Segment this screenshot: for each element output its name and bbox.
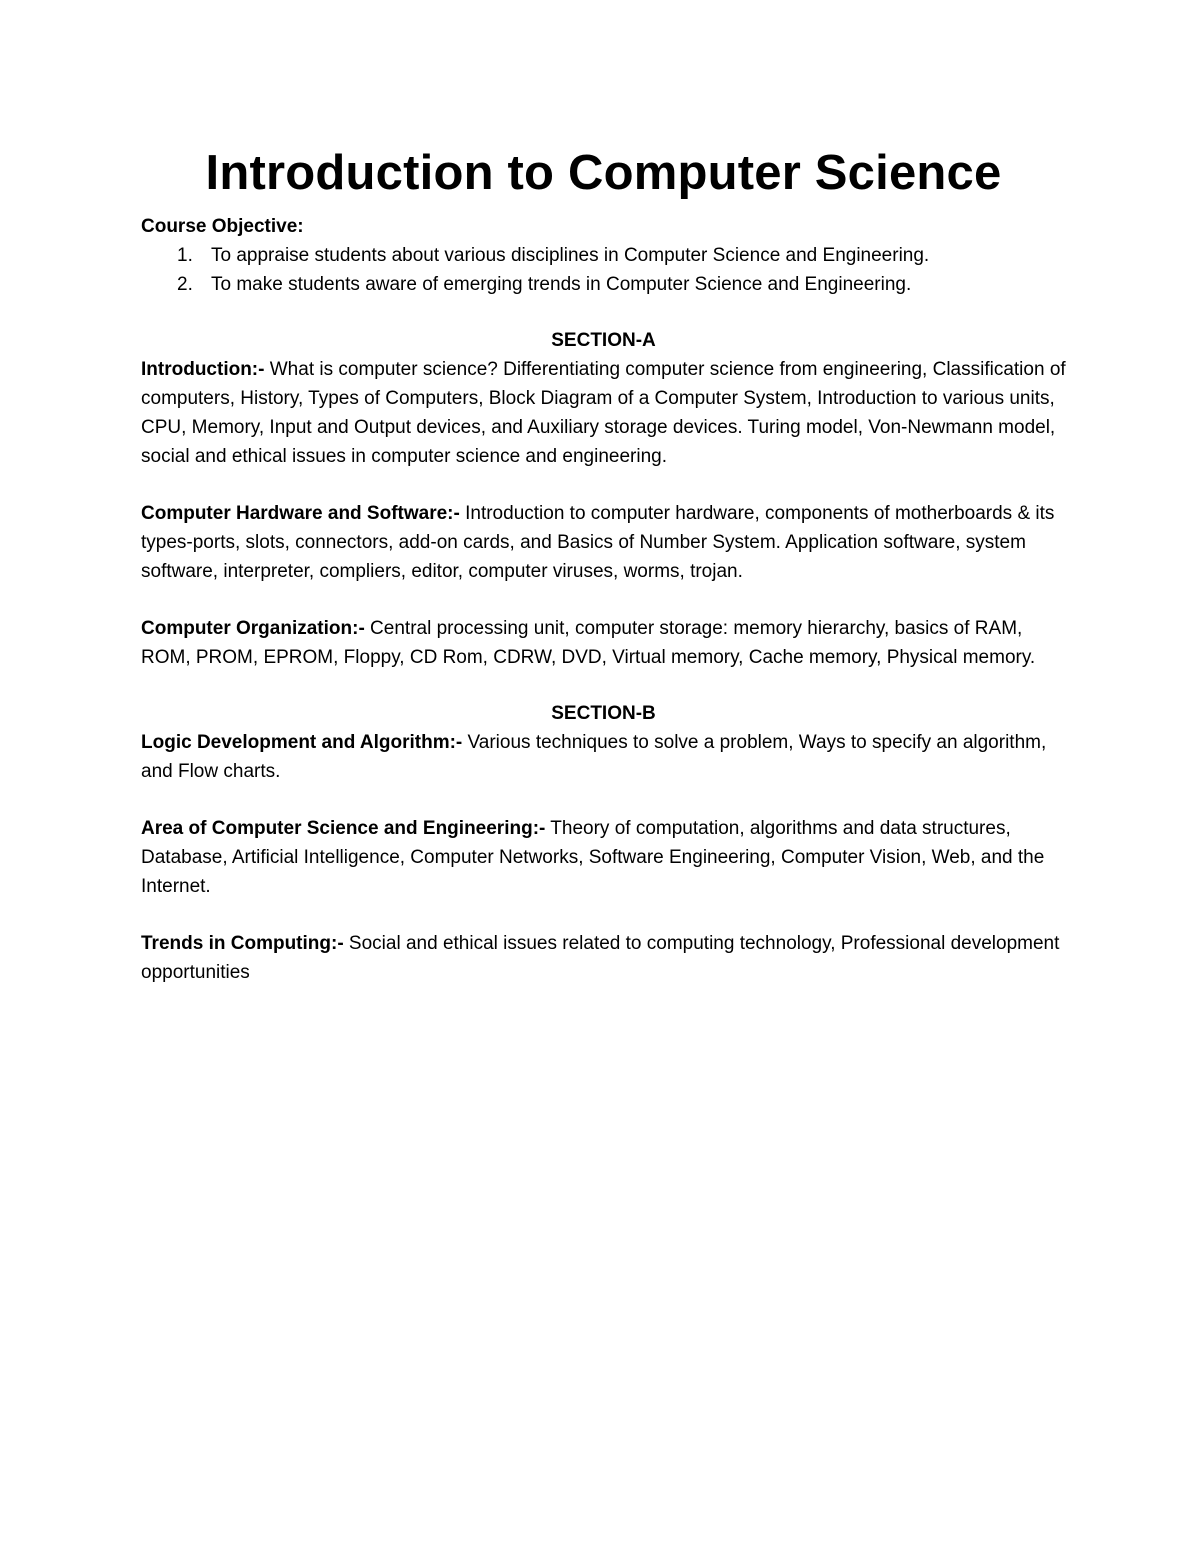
topic-title: Introduction:- [141,359,265,380]
objective-item [141,270,1066,299]
topic-computer-hardware-software [141,499,1066,586]
topic-text: Introduction to computer hardware, components of motherboards & its types-ports, slots, connectors, add-on cards, and Basics of Number System. Application software, system software, interpreter, compliers, editor, computer viruses, worms, trojan. [141,503,1055,582]
topic-title: Computer Hardware and Software:- [141,503,460,524]
topic-area-of-cse [141,814,1066,901]
topic-title: Logic Development and Algorithm:- [141,732,463,753]
objective-number: 1. [177,245,193,266]
page-title: Introduction to Computer Science [205,146,1002,200]
document-page [141,138,1066,987]
topic-logic-development [141,728,1066,786]
topic-text: Various techniques to solve a problem, Ways to specify an algorithm, and Flow charts. [141,732,1047,782]
course-objective-heading: Course Objective: [141,216,304,237]
section-b-heading: SECTION-B [551,703,656,724]
objective-number: 2. [177,274,193,295]
course-objective-list [141,241,1066,299]
topic-title: Trends in Computing:- [141,933,344,954]
objective-item [141,241,1066,270]
objective-text: To make students aware of emerging trends in Computer Science and Engineering. [211,274,912,295]
topic-text: What is computer science? Differentiating computer science from engineering, Classification of computers, History, Types of Computers, Block Diagram of a Computer System, Introduction to various units, CPU, Memory, Input and Output devices, and Auxiliary storage devices. Turing model, Von-Newmann model, social and ethical issues in computer science and engineering. [141,359,1066,467]
topic-text: Theory of computation, algorithms and data structures, Database, Artificial Intelligence, Computer Networks, Software Engineering, Computer Vision, Web, and the Internet. [141,818,1045,897]
topic-text: Central processing unit, computer storage: memory hierarchy, basics of RAM, ROM, PROM, EPROM, Floppy, CD Rom, CDRW, DVD, Virtual memory, Cache memory, Physical memory. [141,618,1036,668]
topic-text: Social and ethical issues related to computing technology, Professional development opportunities [141,933,1060,983]
topic-trends-in-computing [141,929,1066,987]
section-a-heading: SECTION-A [551,330,656,351]
objective-text: To appraise students about various disciplines in Computer Science and Engineering. [211,245,930,266]
topic-computer-organization [141,614,1066,672]
topic-introduction [141,355,1066,471]
topic-title: Area of Computer Science and Engineering:- [141,818,546,839]
topic-title: Computer Organization:- [141,618,365,639]
